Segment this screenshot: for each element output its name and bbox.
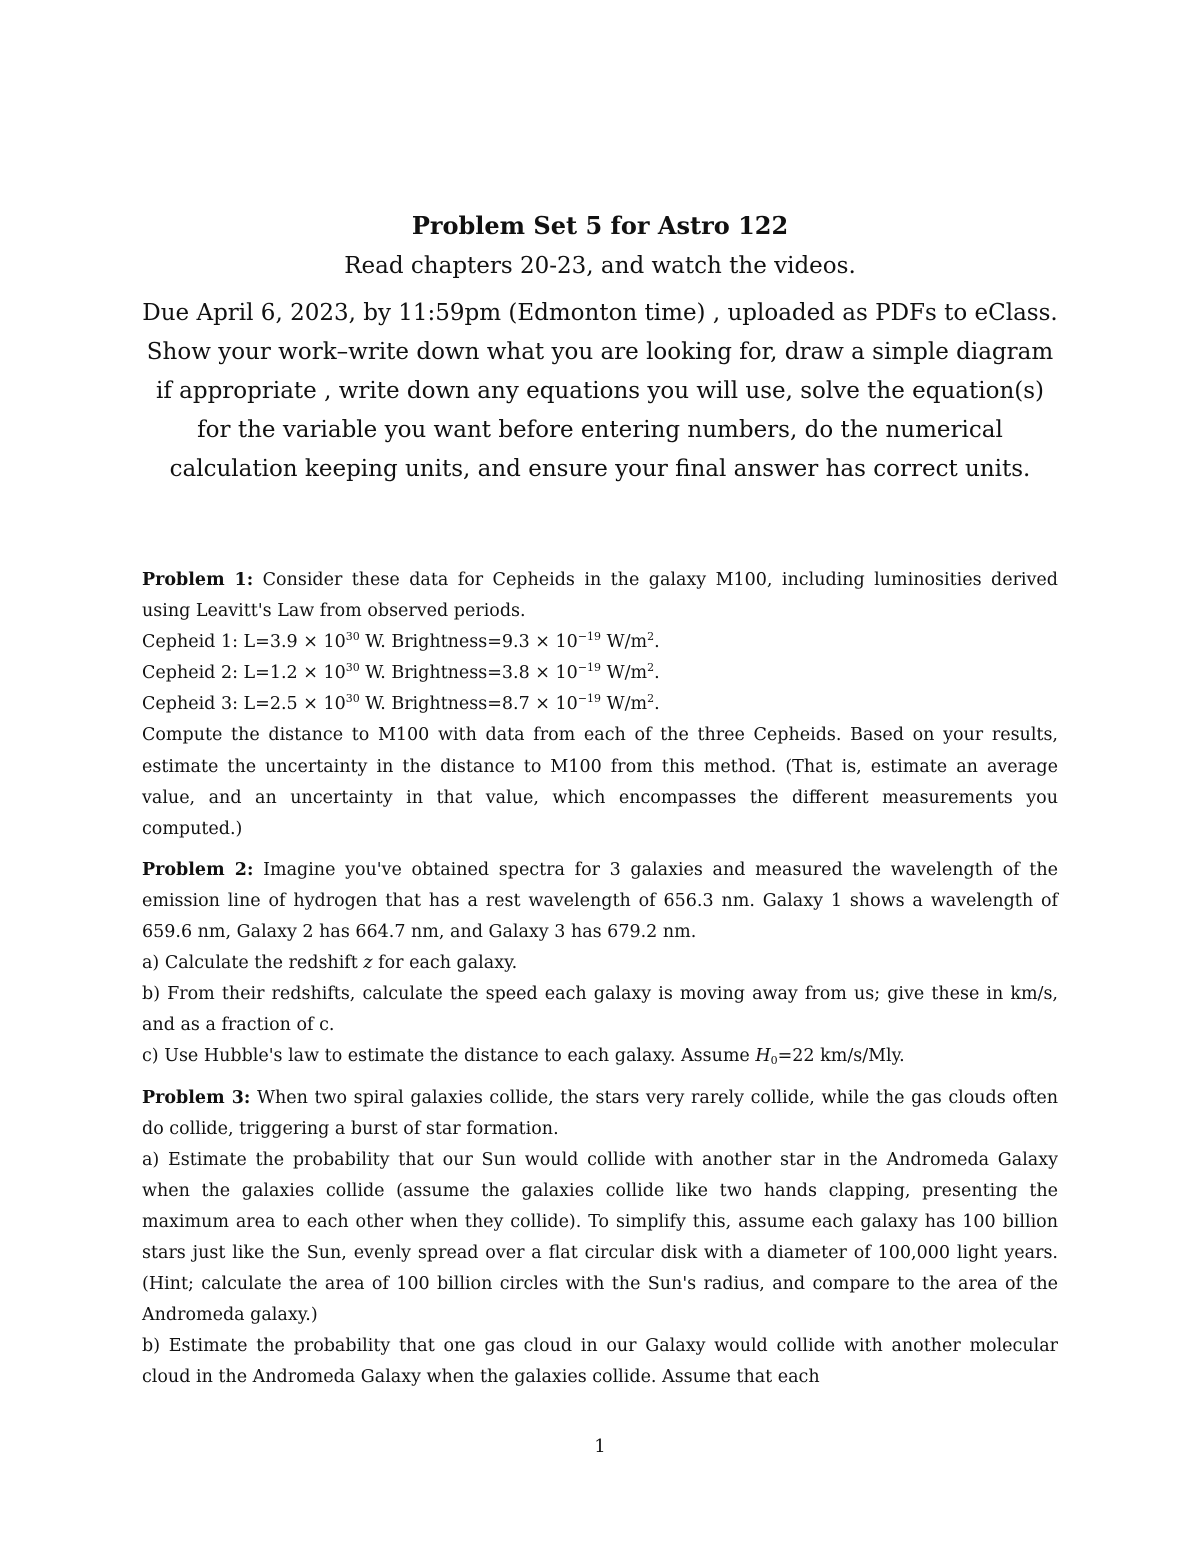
brightness-exponent: −19 [577,692,602,706]
part-a-text-end: for each galaxy. [372,953,518,974]
cepheid-brightness: W. Brightness=3.8 × 10 [359,663,578,684]
luminosity-exponent: 30 [345,661,360,675]
problem-3-intro: When two spiral galaxies collide, the stars very rarely collide, while the gas clouds often do collide, triggering a burst of star formation. [142,1087,1058,1139]
row-end: . [654,694,660,715]
problem-1-label: Problem 1: [142,570,254,590]
cepheid-name: Cepheid 1: [142,632,238,653]
problem-2-part-a [142,948,1058,979]
cepheid-row [142,689,1058,720]
cepheid-name: Cepheid 3: [142,694,238,715]
brightness-unit: W/m [601,632,648,653]
reading-assignment: Read chapters 20-23, and watch the videos. [344,253,856,279]
unit-exponent: 2 [647,630,655,644]
brightness-unit: W/m [601,694,648,715]
luminosity-exponent: 30 [345,630,360,644]
page-title: Problem Set 5 for Astro 122 [411,211,789,240]
problem-3-part-b: b) Estimate the probability that one gas cloud in our Galaxy would collide with another molecular cloud in the Andromeda Galaxy when the galaxies collide. Assume that each [142,1336,1058,1388]
problems [142,565,1058,1403]
cepheid-row [142,627,1058,658]
problem-2-part-c [142,1041,1058,1072]
problem-1-task: Compute the distance to M100 with data from each of the three Cepheids. Based on your results, estimate the uncertainty in the distance to M100 from this method. (That is, estimate an average value, and an uncertainty in that value, which encompasses the different measurements you computed.) [142,725,1058,839]
hubble-constant-symbol: H [755,1046,771,1067]
hubble-constant-value: =22 km/s/Mly. [777,1046,905,1067]
problem-2-intro: Imagine you've obtained spectra for 3 galaxies and measured the wavelength of the emission line of hydrogen that has a rest wavelength of 656.3 nm. Galaxy 1 shows a wavelength of 659.6 nm, Galaxy 2 has 664.7 nm, and Galaxy 3 has 679.2 nm. [142,859,1058,943]
cepheid-name: Cepheid 2: [142,663,238,684]
page-number: 1 [594,1436,606,1457]
problem-3-label: Problem 3: [142,1087,251,1108]
problem-2-label: Problem 2: [142,859,254,880]
problem-3-part-a: a) Estimate the probability that our Sun would collide with another star in the Andromeda Galaxy when the galaxies collide (assume the galaxies collide like two hands clapping, presenting the maximum area to each other when they collide). To simplify this, assume each galaxy has 100 billion stars just like the Sun, evenly spread over a flat circular disk with a diameter of 100,000 light years. (Hint; calculate the area of 100 billion circles with the Sun's radius, and compare to the area of the Andromeda galaxy.) [142,1149,1058,1326]
cepheid-luminosity: L=2.5 × 10 [243,694,346,715]
problem-2-intro-line [142,855,1058,948]
problem-1-intro-line [142,565,1058,627]
due-instructions: Due April 6, 2023, by 11:59pm (Edmonton time) , uploaded as PDFs to eClass. Show your work–write down what you are looking for, draw a simple diagram if appropriate , write down any equations you will use, solve the equation(s) for the variable you want before entering numbers, do the numerical calculation keeping units, and ensure your final answer has correct units. [142,300,1058,482]
problem-2 [142,855,1058,1073]
brightness-unit: W/m [601,663,648,684]
problem-2-part-b: b) From their redshifts, calculate the speed each galaxy is moving away from us; give these in km/s, and as a fraction of c. [142,984,1058,1036]
cepheid-brightness: W. Brightness=8.7 × 10 [359,694,578,715]
luminosity-exponent: 30 [345,692,360,706]
cepheid-brightness: W. Brightness=9.3 × 10 [359,632,578,653]
part-c-text: c) Use Hubble's law to estimate the distance to each galaxy. Assume [142,1046,756,1067]
header [140,208,1060,489]
cepheid-luminosity: L=1.2 × 10 [243,663,346,684]
brightness-exponent: −19 [577,661,602,675]
problem-1-intro: Consider these data for Cepheids in the galaxy M100, including luminosities derived using Leavitt's Law from observed periods. [142,570,1058,622]
hubble-constant-subscript: 0 [770,1054,778,1068]
row-end: . [654,663,660,684]
problem-3 [142,1083,1058,1394]
unit-exponent: 2 [647,661,655,675]
problem-3-intro-line [142,1083,1058,1145]
cepheid-luminosity: L=3.9 × 10 [243,632,346,653]
part-a-text: a) Calculate the redshift [142,953,364,974]
cepheid-row [142,658,1058,689]
row-end: . [654,632,660,653]
brightness-exponent: −19 [577,630,602,644]
redshift-variable: z [363,953,373,974]
problem-1 [142,565,1058,845]
unit-exponent: 2 [647,692,655,706]
